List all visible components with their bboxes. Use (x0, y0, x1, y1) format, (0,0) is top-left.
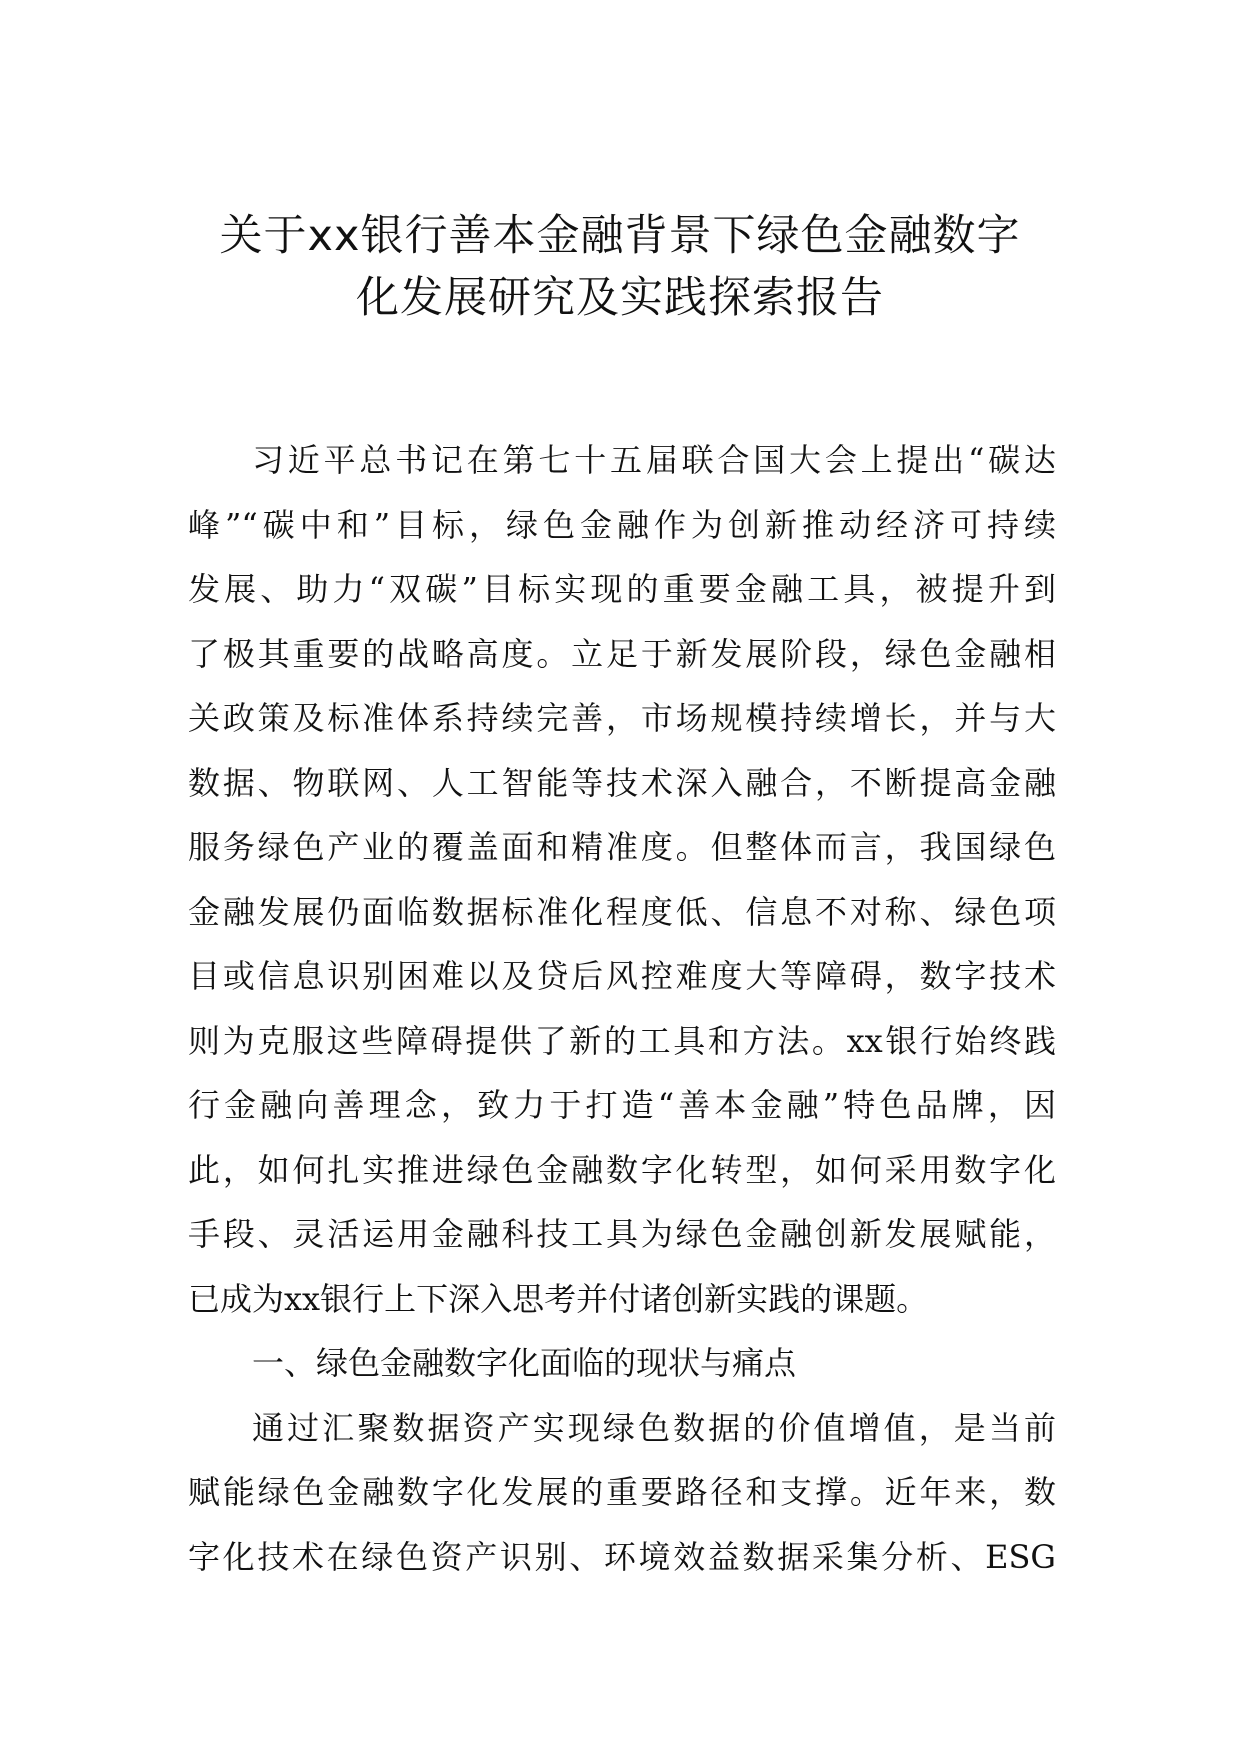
paragraph-1-line-6: 数据、物联网、人工智能等技术深入融合，不断提高金融 (188, 763, 1056, 802)
paragraph-1-line-11: 行金融向善理念，致力于打造“善本金融”特色品牌，因 (188, 1086, 1056, 1124)
document-title (160, 205, 1080, 329)
paragraph-1-line-3: 发展、助力“双碳”目标实现的重要金融工具，被提升到 (188, 570, 1056, 608)
paragraph-1-line-14: 已成为xx银行上下深入思考并付诸创新实践的课题。 (188, 1279, 929, 1318)
paragraph-1-line-8: 金融发展仍面临数据标准化程度低、信息不对称、绿色项 (188, 892, 1056, 931)
paragraph-1-line-10: 则为克服这些障碍提供了新的工具和方法。xx银行始终践 (188, 1021, 1056, 1060)
paragraph-1-line-7: 服务绿色产业的覆盖面和精准度。但整体而言，我国绿色 (188, 828, 1056, 866)
paragraph-1-line-13: 手段、灵活运用金融科技工具为绿色金融创新发展赋能， (188, 1215, 1056, 1253)
paragraph-2-line-3: 字化技术在绿色资产识别、环境效益数据采集分析、ESG (188, 1537, 1056, 1576)
paragraph-1-line-1: 习近平总书记在第七十五届联合国大会上提出“碳达 (252, 441, 1056, 479)
title-line-1: 关于xx银行善本金融背景下绿色金融数字 (219, 211, 1021, 261)
paragraph-2-line-2: 赋能绿色金融数字化发展的重要路径和支撑。近年来，数 (188, 1473, 1056, 1511)
paragraph-1-line-12: 此，如何扎实推进绿色金融数字化转型，如何采用数字化 (188, 1150, 1056, 1189)
paragraph-1-line-5: 关政策及标准体系持续完善，市场规模持续增长，并与大 (188, 699, 1056, 737)
paragraph-2-line-1: 通过汇聚数据资产实现绿色数据的价值增值，是当前 (252, 1408, 1056, 1447)
paragraph-1-line-4: 了极其重要的战略高度。立足于新发展阶段，绿色金融相 (188, 634, 1056, 673)
paragraph-1-line-9: 目或信息识别困难以及贷后风控难度大等障碍，数字技术 (188, 957, 1056, 995)
document-body (188, 428, 1056, 1589)
section-heading-1: 一、绿色金融数字化面临的现状与痛点 (252, 1344, 797, 1382)
title-line-2: 化发展研究及实践探索报告 (356, 273, 884, 323)
paragraph-1-line-2: 峰”“碳中和”目标，绿色金融作为创新推动经济可持续 (188, 505, 1056, 544)
